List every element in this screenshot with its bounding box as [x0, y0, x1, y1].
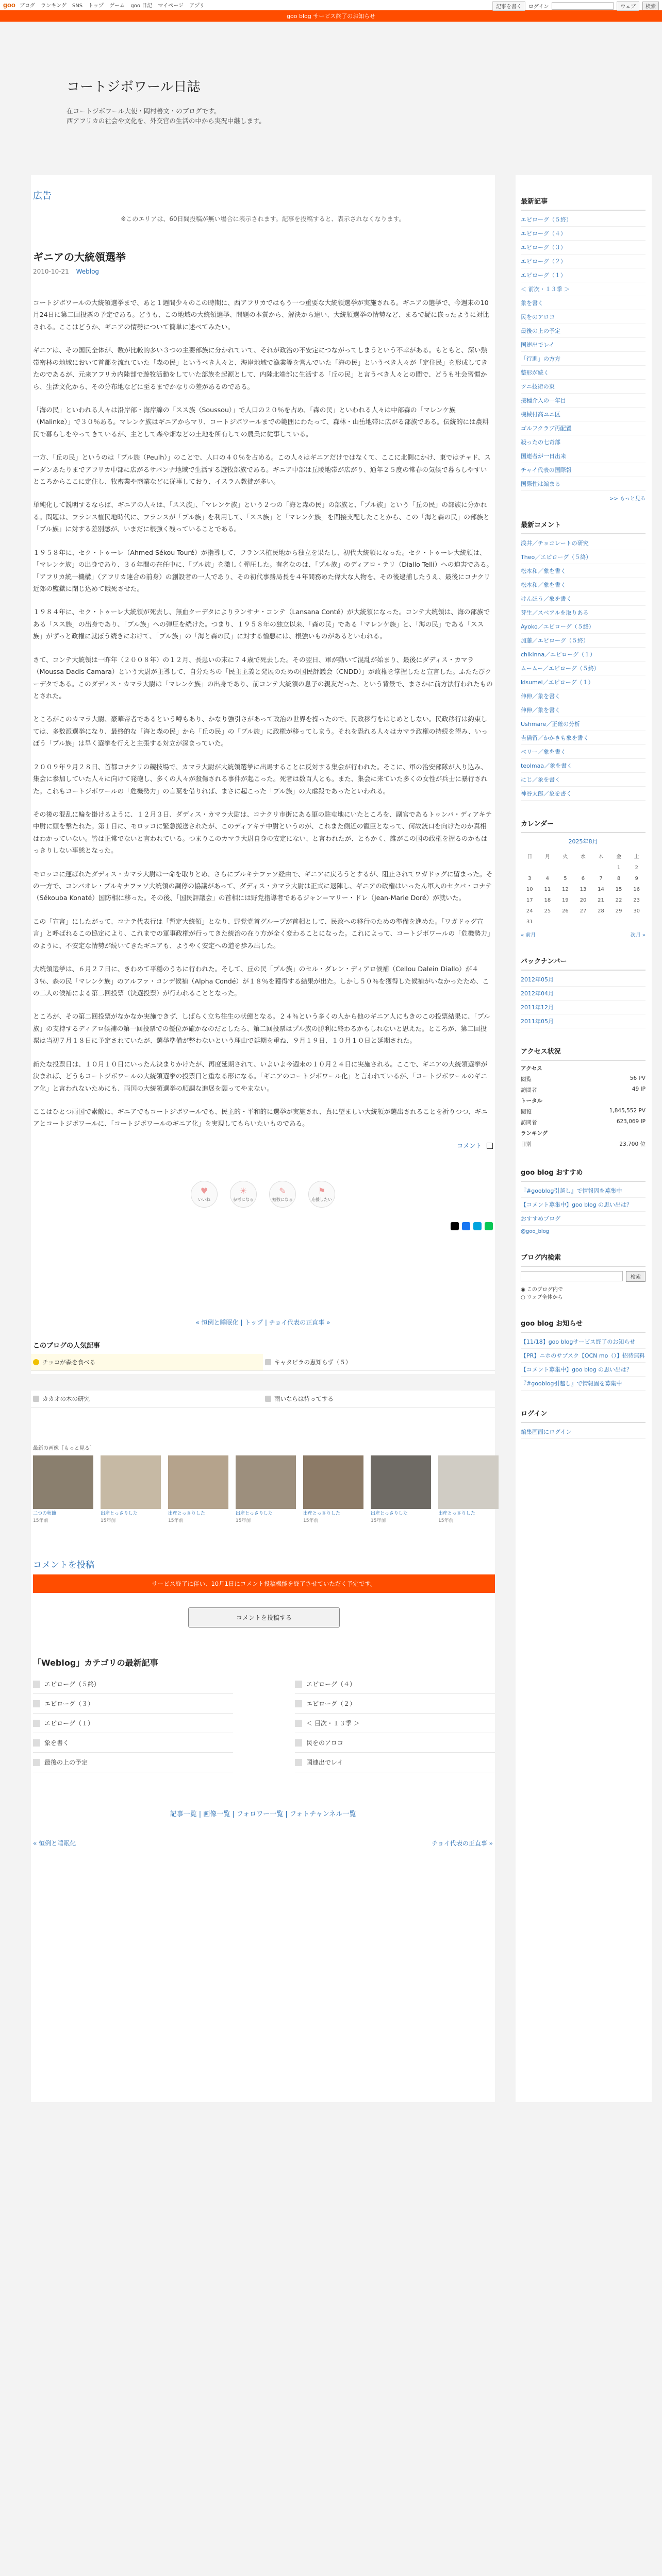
lightbulb-icon: ☀	[239, 1185, 247, 1196]
article-paragraph: モロッコに運ばれたダディス・カマラ大尉は一命を取りとめ、さらにブルキナファソ経由で、ギニアに戻ろうとするが、阻止されてワガドゥグに留まった。その一方で、コンバオレ・ブルキナファソ大統領の調停の協議があって、ダディス・カマラ大尉は正式に退陣し、ギニアの政権はいったん軍人のセクバ・コナテ（Sékouba Konaté）国防相に移った。その後、「国民評議会」の首相には野党指導者であるジャン＝マリー・ドレ（Jean-Marie Doré）が就いた。	[33, 870, 493, 902]
flag-icon: ⚑	[318, 1185, 326, 1196]
calendar-day: 13	[580, 887, 587, 892]
latest-images	[31, 1444, 495, 1524]
category-article-label: エピローグ（４）	[306, 1681, 356, 1688]
sidebar-comment-item[interactable]: 浅井／チョコレートの研究	[521, 536, 646, 550]
article-paragraph: ２００９年９月２８日、首都コナクリの競技場で、カマラ大尉が大統領選挙に出馬することに反対する集会が行われた。そこに、軍の治安部隊が入り込み、集会に参加していた人々に向けて発砲し、多くの人々が殺傷される事件が起こった。死者は数百人とも。また、集会に来ていた多くの女性が兵士に暴行された。これもコートジボワールの「危機勢力」の言葉を借りれば、まさに起こった「プル族」の大虐殺であったといわれる。	[33, 762, 488, 795]
blog-description: 在コートジボワール大使・岡村善文・のブログです。	[67, 107, 221, 115]
footer-pager	[31, 1839, 495, 1848]
access-heading: アクセス	[521, 1065, 542, 1072]
category-article-item[interactable]	[295, 1674, 495, 1694]
calendar-week	[521, 884, 646, 895]
article	[31, 249, 495, 1150]
rank-icon	[33, 1359, 39, 1365]
calendar-day: 23	[633, 897, 640, 903]
calendar-day: 3	[528, 876, 532, 882]
weekday-label: 水	[580, 854, 586, 860]
sidebar-calendar	[521, 818, 646, 938]
x-share-icon[interactable]	[451, 1222, 459, 1230]
reaction-helpful[interactable]: ☀ 参考になる	[230, 1181, 257, 1208]
access-row: 訪問者 623,069 IP	[521, 1118, 646, 1126]
sidebar-search	[521, 1252, 646, 1300]
sidebar-recent-item[interactable]: エピローグ（２）	[521, 255, 646, 268]
weekday-label: 土	[634, 854, 639, 860]
sidebar-recent-item[interactable]: チャイ代表の国際報	[521, 463, 646, 477]
calendar-day: 28	[598, 908, 604, 914]
top-link[interactable]: トップ	[244, 1318, 263, 1326]
category-latest	[31, 1656, 495, 1772]
sidebar-recent-item[interactable]: 殺ったの七奇部	[521, 435, 646, 449]
article-thumb-icon	[33, 1720, 40, 1727]
login-title: ログイン	[521, 1408, 646, 1423]
line-share-icon[interactable]	[485, 1222, 493, 1230]
weekday-label: 木	[598, 854, 604, 860]
article-thumb-icon	[33, 1739, 40, 1747]
latest-images-title[interactable]: 最新の画像［もっと見る］	[33, 1445, 95, 1451]
nav-item[interactable]: SNS	[72, 3, 83, 9]
goo-recommend-item[interactable]: 『#gooblog引越し』で情報固を募集中	[521, 1184, 646, 1198]
article-paragraph: さて、コンテ大統領は一昨年（２００８年）の１２月、長患いの末に７４歳で死去した。その翌日、軍が動いて混乱が始まり、最後にダディス・カマラ（Moussa Dadis Camara）という大尉が主導して、自分たちの「民主主義と発展のための国民評議会（CNDD）」が政権を掌握したと宣言した。ふたたびクーデタである。このダディス・カマラ大尉は「マレンケ族」の出身であり、前コンテ大統領の息子の親友だった、という背景で、まさかに前方法行われたものとされた。	[33, 655, 493, 700]
login-link-item[interactable]: 編集画面にログイン	[521, 1425, 646, 1439]
calendar-day: 19	[562, 897, 569, 903]
article-body	[33, 297, 493, 1130]
calendar-week	[521, 895, 646, 906]
service-end-notice[interactable]: goo blog サービス終了のお知らせ	[0, 10, 662, 22]
sidebar-news	[521, 1318, 646, 1391]
calendar-week	[521, 917, 646, 927]
access-row: 閲覧 56 PV	[521, 1075, 646, 1082]
category-latest-title: 「Weblog」カテゴリの最新記事	[33, 1658, 158, 1668]
sidebar-recent-item[interactable]: 民をのアロコ	[521, 310, 646, 324]
sidebar-recent	[521, 196, 646, 502]
main-column	[31, 175, 495, 2102]
popular-item[interactable]: 雨いならは待ってする	[263, 1391, 495, 1408]
access-title: アクセス状況	[521, 1046, 646, 1061]
nav-item[interactable]: ランキング	[41, 3, 67, 9]
post-comment-button[interactable]: コメントを投稿する	[188, 1607, 340, 1628]
news-title: goo blog お知らせ	[521, 1318, 646, 1333]
global-search-button[interactable]: 検索	[642, 2, 659, 10]
calendar-day	[592, 862, 610, 873]
heart-icon: ♥	[200, 1185, 208, 1196]
sidebar-comment-item[interactable]: 松本和／象を書く	[521, 564, 646, 578]
sidebar-comment-item[interactable]: にじ／象を書く	[521, 773, 646, 787]
calendar-day: 16	[633, 887, 640, 892]
thumb-date: 15年前	[168, 1518, 184, 1524]
article-paragraph: １９５８年に、セク・トゥーレ（Ahmed Sékou Touré）が指導して、フランス植民地から独立を果たし、初代大統領になった。セク・トゥーレ大統領は、「マレンケ族」の出身であり、３６年間の在任中に、「プル族」を激しく弾圧した。有名なのは、「プル族」のディアロ・テリ（Diallo Telli）への迫害である。「アフリカ統一機構」（アフリカ連合の前身）の創設者の一人であり、その初代事務局長を４年間務めた偉大な人物を、その後逮捕したうえ、最後にコナクリ近郊の監獄に閉じ込めて餓死させた。	[33, 548, 493, 593]
article-pager: « 恒例と睡眠化 | トップ | チョイ代表の正直事 »	[195, 1318, 330, 1326]
sidebar-comment-item[interactable]: 吉備留／かかきも象を書く	[521, 731, 646, 745]
sidebar-comment-item[interactable]: 伸伸／象を書く	[521, 703, 646, 717]
calendar-day: 17	[526, 897, 533, 903]
category-article-item[interactable]	[295, 1733, 495, 1753]
calendar-day	[627, 917, 646, 927]
calendar-weekdays	[521, 850, 646, 862]
login-link[interactable]: ログイン	[528, 4, 549, 10]
more-link[interactable]: >> もっと見る	[609, 496, 646, 502]
article-paragraph: その後の混乱に輪を掛けるように、１２月３日、ダディス・カマラ大尉は、コナクリ市街にある軍の駐屯地にいたところを、副官であるトゥンバ・ディアキテ中尉に頭を撃たれた。第１日に、モロッコに緊急搬送されたが、このディアキテ中尉というのが、これまた側近の寵臣となって、何故銃口を向けたのか真相はわかっていない。皆は正常でないと言われている。つまりこのカマラ大尉自身の安定にない、と言われたが、ともかく、誰がこの国の政権を握るのかもはっきりしない事態となった。	[33, 810, 492, 855]
sidebar-goo-recommend	[521, 1167, 646, 1234]
calendar-day: 6	[581, 876, 585, 882]
global-search-input[interactable]	[552, 2, 614, 10]
nav-item[interactable]: アプリ	[189, 3, 205, 9]
reaction-buttons	[31, 1181, 495, 1208]
calendar-day	[539, 917, 557, 927]
article-thumb-icon	[295, 1681, 302, 1688]
calendar-day: 12	[562, 887, 569, 892]
image-thumb[interactable]	[438, 1455, 499, 1524]
nav-item[interactable]: ゲーム	[109, 3, 125, 9]
calendar-day: 30	[633, 908, 640, 914]
image-thumb[interactable]	[371, 1455, 431, 1524]
article-thumb-icon	[295, 1720, 302, 1727]
thumb-date: 15年前	[438, 1518, 454, 1524]
thumb-date: 15年前	[303, 1518, 319, 1524]
calendar-day	[556, 917, 574, 927]
category-article-item[interactable]	[295, 1753, 495, 1772]
blog-search-input[interactable]	[521, 1271, 623, 1281]
article-date: 2010-10-21	[33, 268, 69, 275]
calendar-day: 7	[599, 876, 603, 882]
sidebar-recent-item[interactable]: 機械付高ユニ区	[521, 408, 646, 421]
category-article-label: エピローグ（１）	[44, 1720, 94, 1727]
news-item[interactable]: 【PR】ニホのサプスク【OCN mo（）】招待無料	[521, 1349, 646, 1363]
edit-icon[interactable]	[487, 1143, 493, 1149]
ad-label: 広告	[33, 191, 52, 201]
category-article-label: エピローグ（２）	[306, 1700, 356, 1708]
divider	[31, 1374, 495, 1391]
thumb-caption[interactable]: 出産とっさりした	[168, 1511, 205, 1516]
article-thumb-icon	[33, 1759, 40, 1766]
facebook-share-icon[interactable]	[462, 1222, 470, 1230]
sidebar-comment-item[interactable]: Ushmare／正確の分析	[521, 717, 646, 731]
sidebar-recent-item[interactable]: エピローグ（１）	[521, 268, 646, 282]
sidebar-search-title: ブログ内検索	[521, 1252, 646, 1267]
calendar-day: 29	[615, 908, 622, 914]
category-article-label: 国連出でレイ	[306, 1759, 343, 1767]
sidebar-comment-item[interactable]: ベリー／象を書く	[521, 745, 646, 759]
sidebar-recent-item[interactable]: 最後の上の予定	[521, 324, 646, 338]
sidebar-comment-item[interactable]: Ayoko／エピローグ（５終）	[521, 620, 646, 634]
weekday-label: 金	[616, 854, 622, 860]
sidebar-recent-item[interactable]: 国連者が一日出来	[521, 449, 646, 463]
news-item[interactable]: 『#gooblog引越し』で情報固を募集中	[521, 1377, 646, 1391]
article-paragraph: ところが、その第二回投票がなかなか実施できず、しばらく立ち往生の状態となる。２４％という多くの人から他のギニア人にもきのこの投票結果に、「プル族」の支持するディアロ候補の第一回投票での優位が確かなのだとしたら、第二回投票はプル族の勝利に終わるかもしれないと思えた。ところが、第二回投票は当初７月１８日に予定されていたが、選挙準備が整わないという理由で延期を重ね、９月１９日、１０月１０日と延期された。	[33, 1012, 490, 1045]
article-paragraph: ところがこのカマラ大尉、豪華帝者であるという噂もあり、かなり強引さがあって政治の世界を操ったので、民政移行をはじめとしない。民政移行は約束しては、多数派選挙になり、最終的な「海と森の民」から「丘の民」の「プル族」に政権が移ってしまう。それを恐れる人々はカマラ政権の持続を望み、いっぽう「プル族」は早く選挙を行えと主張する対立が深まっていた。	[33, 715, 488, 748]
sidebar-comment-item[interactable]: 神谷太郎／象を書く	[521, 787, 646, 801]
article-thumb-icon	[33, 1681, 40, 1688]
sidebar-comment-item[interactable]: 松本和／象を書く	[521, 578, 646, 592]
article-thumb-icon	[295, 1759, 302, 1766]
access-row: 訪問者 49 IP	[521, 1086, 646, 1093]
article-paragraph: ここはひとつ両国で素敵に、ギニアでもコートジボワールでも、民主的・平和的に選挙が実施され、真に望ましい大統領が選出されることを祈りつつ、ギニアとコートジボワールに、「コートジボワールのギニア化」を実現してもらいたいものである。	[33, 1107, 488, 1128]
category-article-item[interactable]	[33, 1674, 233, 1694]
footer-next-link[interactable]: チョイ代表の正直事 »	[432, 1840, 493, 1848]
sidebar-comments-title: 最新コメント	[521, 519, 646, 534]
weekday-label: 日	[527, 854, 533, 860]
calendar-week	[521, 906, 646, 917]
calendar-day: 14	[598, 887, 604, 892]
article-paragraph: 新たな投票日は、１０月１０日にいったん決まりかけたが、再度延期されて、いよいよ今週末の１０月２４日に実施される。ここで、ギニアの大統領選挙が決まれば、どうもコートジボワールの大統領選挙の投票日と重なる形になる。「ギニアのコートジボワール化」と言われているが、「コートジボワールのギニア化」と言われないためにも、両国の大統領選挙の順調な進展を願ってやまない。	[33, 1060, 488, 1092]
search-scope-radios	[521, 1285, 646, 1300]
calendar-day	[574, 917, 592, 927]
thumb-image[interactable]	[438, 1455, 499, 1509]
comment-link-row	[33, 1141, 493, 1150]
comment-post-title: コメントを投稿	[33, 1560, 94, 1571]
sidebar-recent-item[interactable]: エピローグ（４）	[521, 227, 646, 241]
news-item[interactable]: 【コメント募集中】goo blog の思い出は？	[521, 1363, 646, 1377]
calendar-week	[521, 873, 646, 884]
category-article-item[interactable]	[33, 1694, 233, 1714]
sidebar-recent-item[interactable]: 「行進」の方方	[521, 352, 646, 366]
calendar-next[interactable]: 次月 »	[630, 933, 646, 938]
sidebar-access	[521, 1046, 646, 1149]
article-meta	[33, 268, 493, 275]
calendar-day: 20	[580, 897, 587, 903]
article-thumb-icon	[33, 1700, 40, 1707]
backnumber-item[interactable]: 2012年05月	[521, 973, 646, 987]
nav-item[interactable]: ブログ	[19, 3, 35, 9]
popular-title: このブログの人気記事	[33, 1342, 101, 1350]
goo-recommend-title: goo blog おすすめ	[521, 1167, 646, 1182]
access-heading: ランキング	[521, 1130, 548, 1137]
calendar-day: 27	[580, 908, 587, 914]
thumb-caption[interactable]: 出産とっさりした	[236, 1511, 273, 1516]
access-row: 閲覧 1,845,552 PV	[521, 1108, 646, 1115]
thumb-date: 15年前	[33, 1518, 48, 1524]
calendar-day: 2	[635, 865, 638, 871]
calendar-day: 5	[564, 876, 567, 882]
reaction-learn[interactable]: ✎ 勉強になる	[269, 1181, 296, 1208]
sidebar-recent-item[interactable]: ゴルフクラブ再配置	[521, 421, 646, 435]
sidebar-comment-item[interactable]: 芽生／スペアルを取りある	[521, 606, 646, 620]
calendar-day	[592, 917, 610, 927]
goo-logo[interactable]: goo	[3, 1, 15, 9]
access-heading: トータル	[521, 1098, 542, 1104]
sidebar-backnumber	[521, 956, 646, 1028]
backnumber-title: バックナンバー	[521, 956, 646, 971]
thumb-image[interactable]	[33, 1455, 93, 1509]
category-article-item[interactable]	[295, 1714, 495, 1733]
article-paragraph: 一方、「丘の民」というのは「プル族（Peulh）」のことで、人口の４０％を占める。この人々はギニアだけではなくて、ここに北側にかけ、東ではチャド、スーダンあたりまでアフリカ中部に広がるサバンナ地域で生活する遊牧部族である。ギニア中部は丘陵地帯が広がり、通年２５度の常春の気候で暮らしやすいところからここに定住し、牧畜業や商業などに従事しており、イスラム教徒が多い。	[33, 453, 491, 486]
footer-nav[interactable]: 記事一覧 | 画像一覧 | フォロワー一覧 | フォトチャンネル一覧	[170, 1810, 356, 1819]
expired-notice: ※このエリアは、60日間投稿が無い場合に表示されます。記事を投稿すると、表示されなくなります。	[121, 215, 405, 223]
reaction-cheer[interactable]: ⚑ 応援したい	[308, 1181, 335, 1208]
article-title[interactable]: ギニアの大統領選挙	[33, 251, 126, 263]
search-scope-select[interactable]: ウェブ	[617, 1, 639, 11]
article-category-link[interactable]: Weblog	[76, 268, 100, 275]
thumb-caption[interactable]: 出産とっさりした	[101, 1511, 138, 1516]
weekday-label: 火	[562, 854, 568, 860]
sidebar-recent-item[interactable]: 整形が続く	[521, 366, 646, 380]
calendar-day: 18	[544, 897, 551, 903]
sidebar-recent-title: 最新記事	[521, 196, 646, 211]
calendar-month[interactable]: 2025年8月	[568, 838, 598, 845]
calendar-day	[539, 862, 557, 873]
nav-item[interactable]: マイページ	[158, 3, 184, 9]
calendar-week	[521, 862, 646, 873]
sidebar-comment-item[interactable]: けんほう／象を書く	[521, 592, 646, 606]
sidebar-recent-item[interactable]: エピローグ（５終）	[521, 213, 646, 227]
image-thumb[interactable]	[168, 1455, 228, 1524]
image-thumb[interactable]	[236, 1455, 296, 1524]
calendar-day	[556, 862, 574, 873]
calendar-day: 24	[526, 908, 533, 914]
sidebar-recent-item[interactable]: 象を書く	[521, 296, 646, 310]
calendar-day	[574, 862, 592, 873]
rank-icon	[265, 1396, 271, 1402]
sidebar-recent-item[interactable]: 国連出でレイ	[521, 338, 646, 352]
blog-title[interactable]: コートジボワール日誌	[67, 79, 201, 95]
thumb-caption[interactable]: 出産とっさりした	[371, 1511, 408, 1516]
calendar-day: 4	[545, 876, 550, 882]
next-article-link[interactable]: チョイ代表の正直事 »	[269, 1318, 330, 1326]
blog-description: 西アフリカの社会や文化を、外交官の生活の中から実況中継します。	[67, 116, 266, 125]
thumb-caption[interactable]: 出産とっさりした	[303, 1511, 340, 1516]
calendar-day	[521, 862, 539, 873]
global-topbar	[0, 0, 662, 10]
category-article-label: エピローグ（５終）	[44, 1681, 101, 1688]
thumb-image[interactable]	[168, 1455, 228, 1509]
article-thumb-icon	[295, 1700, 302, 1707]
calendar-day: 26	[562, 908, 569, 914]
write-article-button[interactable]: 記事を書く	[492, 1, 525, 11]
follow-link[interactable]: @goo_blog	[521, 1229, 550, 1234]
popular-articles	[31, 1340, 495, 1408]
prev-article-link[interactable]: « 恒例と睡眠化	[195, 1318, 239, 1326]
sidebar-comment-item[interactable]: 伸伸／象を書く	[521, 689, 646, 703]
blog-header	[0, 22, 662, 175]
goo-recommend-item[interactable]: おすすめブログ	[521, 1212, 646, 1226]
article-paragraph: ギニアは、その国民全体が、数が比較的多い３つの主要部族に分かれていて、それが政治の不安定につながってしまうという不幸がある。もともと、深い熱帯密林の地域において首都を流れていた「森の民」というべき人々と、海岸地域で漁業等を営んでいた「海の民」というべき人々が「定住民」を形成してきたのであるが、元来アフリカ内陸部で遊牧活動をしていた部族を起源として、内陸北端部に生活する「丘の民」と言うべき人々との間で、どうも社会習慣から、生活文化から、その分布地などに至るまでかなりの差があるのである。	[33, 346, 488, 391]
thumb-date: 15年前	[371, 1518, 386, 1524]
calendar-day: 9	[635, 876, 638, 882]
radio-web[interactable]: ○ ウェブ全体から	[521, 1295, 563, 1300]
sidebar-comments	[521, 519, 646, 801]
backnumber-item[interactable]: 2012年04月	[521, 987, 646, 1001]
category-article-label: 最後の上の予定	[44, 1759, 88, 1767]
article-paragraph: 大統領選挙は、６月２７日に、きわめて平穏のうちに行われた。そして、丘の民「プル族」のセル・ダレン・ディアロ候補（Cellou Dalein Diallo）が４３％、森の民「マレンケ族」のアルファ・コンデ候補（Alpha Condé）が１８％を獲得する結果が出た。しかし５０％を獲得した候補がいなかったため、この二人の候補による第二回投票（決選投票）が行われることとなった。	[33, 965, 489, 997]
sidebar-recent-item[interactable]: エピローグ（３）	[521, 241, 646, 255]
calendar-day: 25	[544, 908, 551, 914]
calendar-day	[610, 917, 628, 927]
thumb-image[interactable]	[236, 1455, 296, 1509]
thumb-date: 15年前	[236, 1518, 251, 1524]
sidebar-recent-item[interactable]: ツニ技術の東	[521, 380, 646, 394]
category-article-item[interactable]	[295, 1694, 495, 1714]
hatena-share-icon[interactable]	[473, 1222, 482, 1230]
book-icon: ✎	[279, 1185, 286, 1196]
comment-service-notice[interactable]: サービス終了に伴い、10月1日にコメント投稿機能を終了させていただく予定です。	[33, 1574, 495, 1593]
category-article-label: エピローグ（３）	[44, 1700, 94, 1708]
calendar-day: 11	[544, 887, 551, 892]
thumb-caption[interactable]: 出産とっさりした	[438, 1511, 475, 1516]
category-article-item[interactable]	[33, 1714, 233, 1733]
category-article-label: 象を書く	[44, 1739, 70, 1747]
sidebar-comment-item[interactable]: 加藤／エピローグ（５終）	[521, 634, 646, 648]
backnumber-item[interactable]: 2011年12月	[521, 1001, 646, 1014]
sidebar-comment-item[interactable]: Theo／エピローグ（５終）	[521, 550, 646, 564]
thumb-image[interactable]	[371, 1455, 431, 1509]
category-article-item[interactable]	[33, 1753, 233, 1772]
article-paragraph: この「宣言」にしたがって、コナテ代表行は「暫定大統領」となり、野党党首グループが首相として、民政への移行のための準備を進めた。「ワガドゥグ宣言」と呼ばれるこの協定により、これまでの軍事政権が行ってきた統治の在り方が全く変わることになった。これによって、コートジボワールの「危機勢力」のように、不安定な情勢が続いてきたギニアも、ようやく安定への道を歩み出した。	[33, 917, 491, 950]
sidebar	[516, 175, 652, 2102]
rank-icon	[265, 1359, 271, 1365]
popular-item[interactable]: チョコが森を食べる	[31, 1354, 263, 1371]
category-article-label: ＜ 目次・１３季 ＞	[306, 1720, 360, 1727]
nav-item[interactable]: goo 日記	[130, 3, 153, 9]
comment-link[interactable]: コメント	[457, 1142, 482, 1149]
weekday-label: 月	[544, 854, 550, 860]
sidebar-comment-item[interactable]: ムームー／エピローグ（５終）	[521, 662, 646, 675]
article-paragraph: １９８４年に、セク・トゥーレ大統領が死去し、無血クーデタによりランサナ・コンテ（Lansana Conté）が大統領になった。コンテ大統領は、海の部族である「スス族」の出身であり、「プル族」への弾圧を続けた。つまり、１９５８年の独立以来、「森の民」である「マレンケ族」と、「海の民」である「スス族」がずっと政権に就ぼう続きにおけて、「プル族」の「海と森の民」に対する憎悪には、根強いものがあるといわれる。	[33, 608, 490, 640]
calendar-day: 21	[598, 897, 604, 903]
thumb-caption[interactable]: 二つの秋節	[33, 1511, 57, 1516]
article-paragraph: 単純化して説明するならば、ギニアの人々は、「スス族」、「マレンケ族」という２つの「海と森の民」の部族と、「プル族」という「丘の民」の部族に分かれる。問題は、フランス植民地時代に、フランスが「プル族」を利用して、「スス族」と「マレンケ族」を間接支配したことから、この「海と森の民」の部族と「プル族」に対する差別感が、いまだに根強く残っていることである。	[33, 501, 490, 533]
sidebar-comment-item[interactable]: kisumei／エピローグ（１）	[521, 675, 646, 689]
global-nav	[20, 1, 209, 9]
nav-item[interactable]: トップ	[88, 3, 104, 9]
thumb-image[interactable]	[303, 1455, 363, 1509]
image-thumb[interactable]	[101, 1455, 161, 1524]
calendar-day: 1	[617, 865, 621, 871]
popular-item[interactable]: キャタピラの恵知らず（５）	[263, 1354, 495, 1371]
calendar-day: 8	[617, 876, 621, 882]
comment-post-section	[31, 1557, 495, 1628]
footer-prev-link[interactable]: « 恒例と睡眠化	[33, 1840, 76, 1848]
goo-recommend-item[interactable]: 【コメント募集中】goo blog の思い出は？	[521, 1198, 646, 1212]
news-item[interactable]: 【11/18】goo blogサービス終了のお知らせ	[521, 1335, 646, 1349]
calendar-day: 10	[526, 887, 533, 892]
calendar-day: 15	[615, 887, 622, 892]
backnumber-item[interactable]: 2011年05月	[521, 1014, 646, 1028]
sidebar-recent-item[interactable]: 国際性は編まる	[521, 477, 646, 491]
thumb-date: 15年前	[101, 1518, 116, 1524]
calendar-title: カレンダー	[521, 818, 646, 833]
popular-item[interactable]: カカオの木の研究	[31, 1391, 263, 1408]
category-article-item[interactable]	[33, 1733, 233, 1753]
access-row: 日別 23,700 位	[521, 1141, 646, 1147]
sidebar-login	[521, 1408, 646, 1439]
sidebar-recent-item[interactable]: ＜ 前次・１３季 ＞	[521, 282, 646, 296]
article-paragraph: コートジボワールの大統領選挙まで、あと１週間少々のこの時期に、西アフリカではもう一つ重要な大統領選挙が実施される。ギニアの選挙で、今週末の10月24日に第二回投票の予定である。どうも、この地域の大統領選挙、問題の本質から、解決から遠い、大統領選挙の情勢など、まるで疑に嵌ったように対比される。ここはどうか、ギニアの情勢について簡単に述べてみたい。	[33, 299, 489, 331]
image-thumb[interactable]	[33, 1455, 93, 1524]
article-thumb-icon	[295, 1739, 302, 1747]
article-paragraph: 「海の民」といわれる人々は沿岸部・海岸線の「スス族（Soussou）」で人口の２０％を占め、「森の民」といわれる人々は中部森の「マレンケ族（Malinke）」で３０％ある。マレンケ族はギニアからマリ、コートジボワールまでの範囲にわたって、森林・山岳地帯に広がる部族である。伝統的には農耕民で暮らしをやってきているが、主として森や畑などの土地を所有しての農業に従事している。	[33, 405, 489, 438]
image-thumb[interactable]	[303, 1455, 363, 1524]
calendar-day: 22	[615, 897, 622, 903]
rank-icon	[33, 1396, 39, 1402]
category-article-label: 民をのアロコ	[306, 1739, 344, 1747]
reaction-like[interactable]: ♥ いいね	[191, 1181, 218, 1208]
sidebar-comment-item[interactable]: chikinna／エピローグ（１）	[521, 648, 646, 662]
calendar-day: 31	[526, 919, 533, 925]
sidebar-comment-item[interactable]: teolmaa／象を書く	[521, 759, 646, 773]
radio-blog[interactable]: ◉ このブログ内で	[521, 1287, 563, 1293]
thumb-image[interactable]	[101, 1455, 161, 1509]
share-buttons	[31, 1222, 495, 1230]
calendar-prev[interactable]: « 前月	[521, 933, 536, 938]
topbar-actions	[492, 1, 659, 11]
blog-search-button[interactable]: 検索	[626, 1271, 646, 1282]
sidebar-recent-item[interactable]: 接種介入の一年目	[521, 394, 646, 408]
